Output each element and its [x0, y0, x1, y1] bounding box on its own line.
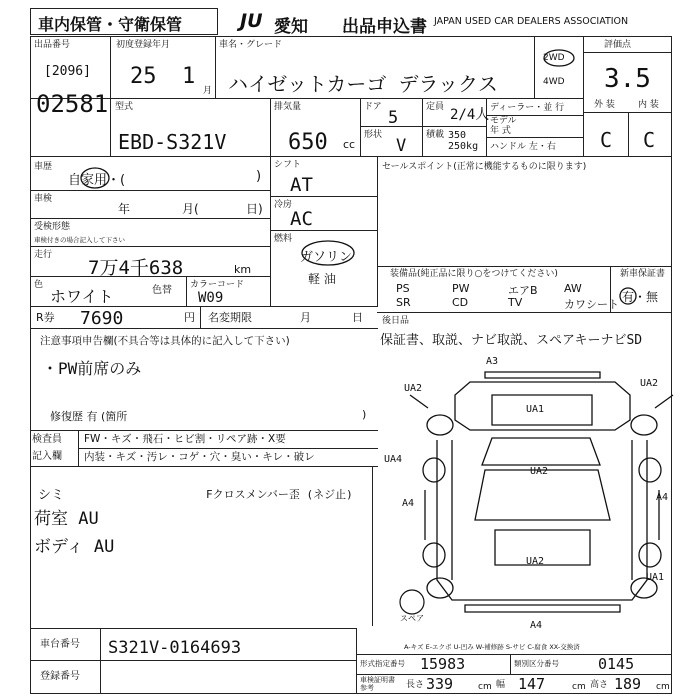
lot-number-label: 出品番号: [34, 40, 71, 50]
exterior-label: 外 装: [594, 100, 615, 110]
sales-point-label: セールスポイント(正常に機能するものに限ります): [382, 162, 587, 172]
reg-month: 1: [182, 64, 196, 89]
receipt-form-label: 受検形態: [34, 222, 71, 232]
mark-ua2-cabin: UA2: [530, 466, 549, 477]
mark-a4-right: A4: [656, 492, 669, 503]
entry-label: 記入欄: [32, 451, 62, 462]
length: 339: [426, 675, 454, 693]
equipment-item: AW: [564, 282, 582, 295]
doors-label: ドア: [364, 102, 382, 112]
form-title: 出品申込書: [342, 17, 427, 37]
exterior-grade: C: [600, 128, 613, 152]
model-year-label: モデル 年 式: [490, 116, 517, 136]
length-cm: cm: [478, 682, 492, 692]
equipment-label: 装備品(純正品に限り○をつけてください): [390, 269, 558, 279]
check-ext: FW・キズ・飛石・ヒビ割・リペア跡・X要: [84, 433, 286, 445]
height: 189: [614, 675, 642, 693]
new-warranty-label: 新車保証書: [620, 269, 666, 279]
interior-grade: C: [643, 128, 656, 152]
repair-history: 修復歴 有 (箇所: [50, 410, 128, 423]
inspector-label: 検査員: [32, 434, 62, 445]
equipment-item: PW: [452, 282, 470, 295]
reg-no-label: 登録番号: [40, 671, 80, 682]
mileage-label: 走行: [34, 250, 53, 260]
chassis-no-label: 車台番号: [40, 639, 80, 650]
chassis-no: S321V-0164693: [108, 638, 242, 658]
shift: AT: [290, 174, 313, 196]
after-items-label: 後日品: [382, 316, 410, 326]
after-items: 保証書、取説、ナビ取説、スペアキーナビSD: [380, 333, 643, 348]
cc-label: cc: [343, 138, 356, 151]
history-print: 自家用・(: [68, 173, 126, 188]
mark-a4-rear: A4: [530, 620, 543, 631]
dealer-label: ディーラー・並 行: [490, 103, 565, 113]
spare-label: スペア: [400, 614, 424, 623]
lot-bracket: [2096]: [44, 64, 91, 79]
color-code-label: カラーコード: [190, 280, 245, 290]
drive-4wd: 4WD: [543, 77, 565, 87]
first-reg-label: 初度登録年月: [116, 40, 171, 50]
cert-model-no: 15983: [420, 655, 466, 673]
width-cm: cm: [572, 682, 586, 692]
aircon-label: 冷房: [274, 200, 293, 210]
score-value: 3.5: [604, 64, 651, 94]
interior-label: 内 装: [638, 100, 659, 110]
mark-ua4: UA4: [384, 454, 403, 465]
ju-logo: JU: [240, 10, 263, 32]
association-name: JAPAN USED CAR DEALERS ASSOCIATION: [434, 16, 629, 27]
color: ホワイト: [50, 287, 114, 306]
remark-cargo: 荷室 AU: [34, 509, 99, 529]
category-label: 類別区分番号: [514, 659, 559, 668]
mark-ua2-front-left: UA2: [404, 383, 423, 394]
lot-number: 02581: [36, 90, 109, 118]
load-label: 積載: [426, 130, 445, 140]
mark-a4-left: A4: [402, 498, 415, 509]
remark-body: ボディ AU: [34, 537, 115, 557]
color-label: 色: [34, 280, 44, 290]
height-label: 高さ: [590, 680, 609, 690]
receipt-note: 車検付きの場合記入して下さい: [34, 236, 125, 244]
equipment-item: SR: [396, 296, 411, 309]
fuel-label: 燃料: [274, 234, 293, 244]
shift-label: シフト: [274, 160, 302, 170]
cert-ref-label: 車検証明書 参考: [360, 676, 395, 692]
recycle-fee: 7690: [80, 308, 124, 329]
cert-model-label: 形式指定番号: [360, 659, 405, 668]
reg-month-suffix: 月: [203, 86, 213, 96]
equipment-item: CD: [452, 296, 469, 309]
name-change-day: 日: [352, 311, 363, 324]
model-code-label: 型式: [115, 102, 134, 112]
capacity: 2/4人: [450, 107, 490, 123]
remark-stain: シミ: [38, 488, 65, 503]
km-label: km: [234, 263, 252, 276]
doors: 5: [388, 108, 399, 128]
length-label: 長さ: [406, 680, 425, 690]
score-label: 評価点: [604, 40, 632, 50]
equipment-item: TV: [508, 296, 523, 309]
fuel-diesel: 軽 油: [308, 272, 336, 286]
shape: V: [396, 136, 407, 156]
equipment-item: カワシート: [564, 298, 619, 311]
fuel: ガソリン: [300, 250, 353, 265]
reg-year: 25: [130, 64, 157, 89]
load: 350 250kg: [448, 130, 479, 152]
history-close: ): [256, 169, 262, 184]
height-cm: cm: [656, 682, 670, 692]
warranty-options: 有・無: [622, 290, 659, 304]
inspection-day: 日): [246, 202, 263, 216]
mark-ua1-top: UA1: [526, 404, 545, 415]
aircon: AC: [290, 208, 313, 230]
mark-ua1-rear: UA1: [646, 572, 665, 583]
inspection-month: 月(: [182, 202, 199, 216]
history-label: 車歴: [34, 162, 53, 172]
color-change-label: 色替: [152, 285, 172, 296]
model-code: EBD-S321V: [118, 130, 227, 154]
check-int: 内装・キズ・汚レ・コゲ・穴・臭い・キレ・破レ: [84, 451, 315, 463]
width: 147: [518, 675, 546, 693]
inspection-year: 年: [118, 202, 131, 216]
org-name: 愛知: [274, 17, 308, 37]
handle-label: ハンドル 左・右: [490, 142, 556, 152]
equipment-item: エアB: [508, 284, 538, 297]
recycle-label: R券: [36, 311, 55, 324]
name-change-month: 月: [300, 311, 311, 324]
mileage: 7万4千638: [88, 257, 184, 279]
storage-title: 車内保管・守衛保管: [38, 15, 183, 34]
mark-a3: A3: [486, 356, 499, 367]
remark-crossmember: Fクロスメンバー歪 (ネジ止): [206, 488, 353, 501]
repair-close: ): [362, 408, 367, 421]
damage-legend: A-キズ E-エクボ U-凹み W-補修跡 S-サビ C-腐食 XX-交換済: [404, 643, 580, 651]
capacity-label: 定員: [426, 102, 445, 112]
inspection-label: 車検: [34, 194, 53, 204]
displacement-label: 排気量: [274, 102, 302, 112]
car-name: ハイゼットカーゴ デラックス: [228, 72, 498, 96]
shape-label: 形状: [364, 130, 383, 140]
equipment-item: PS: [396, 282, 410, 295]
mark-ua2-rear: UA2: [526, 556, 545, 567]
notes: ・PW前席のみ: [42, 359, 142, 378]
category-no: 0145: [598, 655, 635, 673]
displacement: 650: [288, 130, 328, 155]
color-code: W09: [198, 290, 224, 306]
drive-2wd: 2WD: [543, 53, 565, 63]
mark-ua2-front-right: UA2: [640, 378, 659, 389]
car-name-label: 車名・グレード: [219, 40, 283, 50]
notes-header: 注意事項申告欄(不具合等は具体的に記入して下さい): [40, 335, 290, 347]
yen-label: 円: [184, 311, 195, 324]
name-change-label: 名変期限: [208, 311, 252, 324]
width-label: 幅: [496, 680, 506, 690]
